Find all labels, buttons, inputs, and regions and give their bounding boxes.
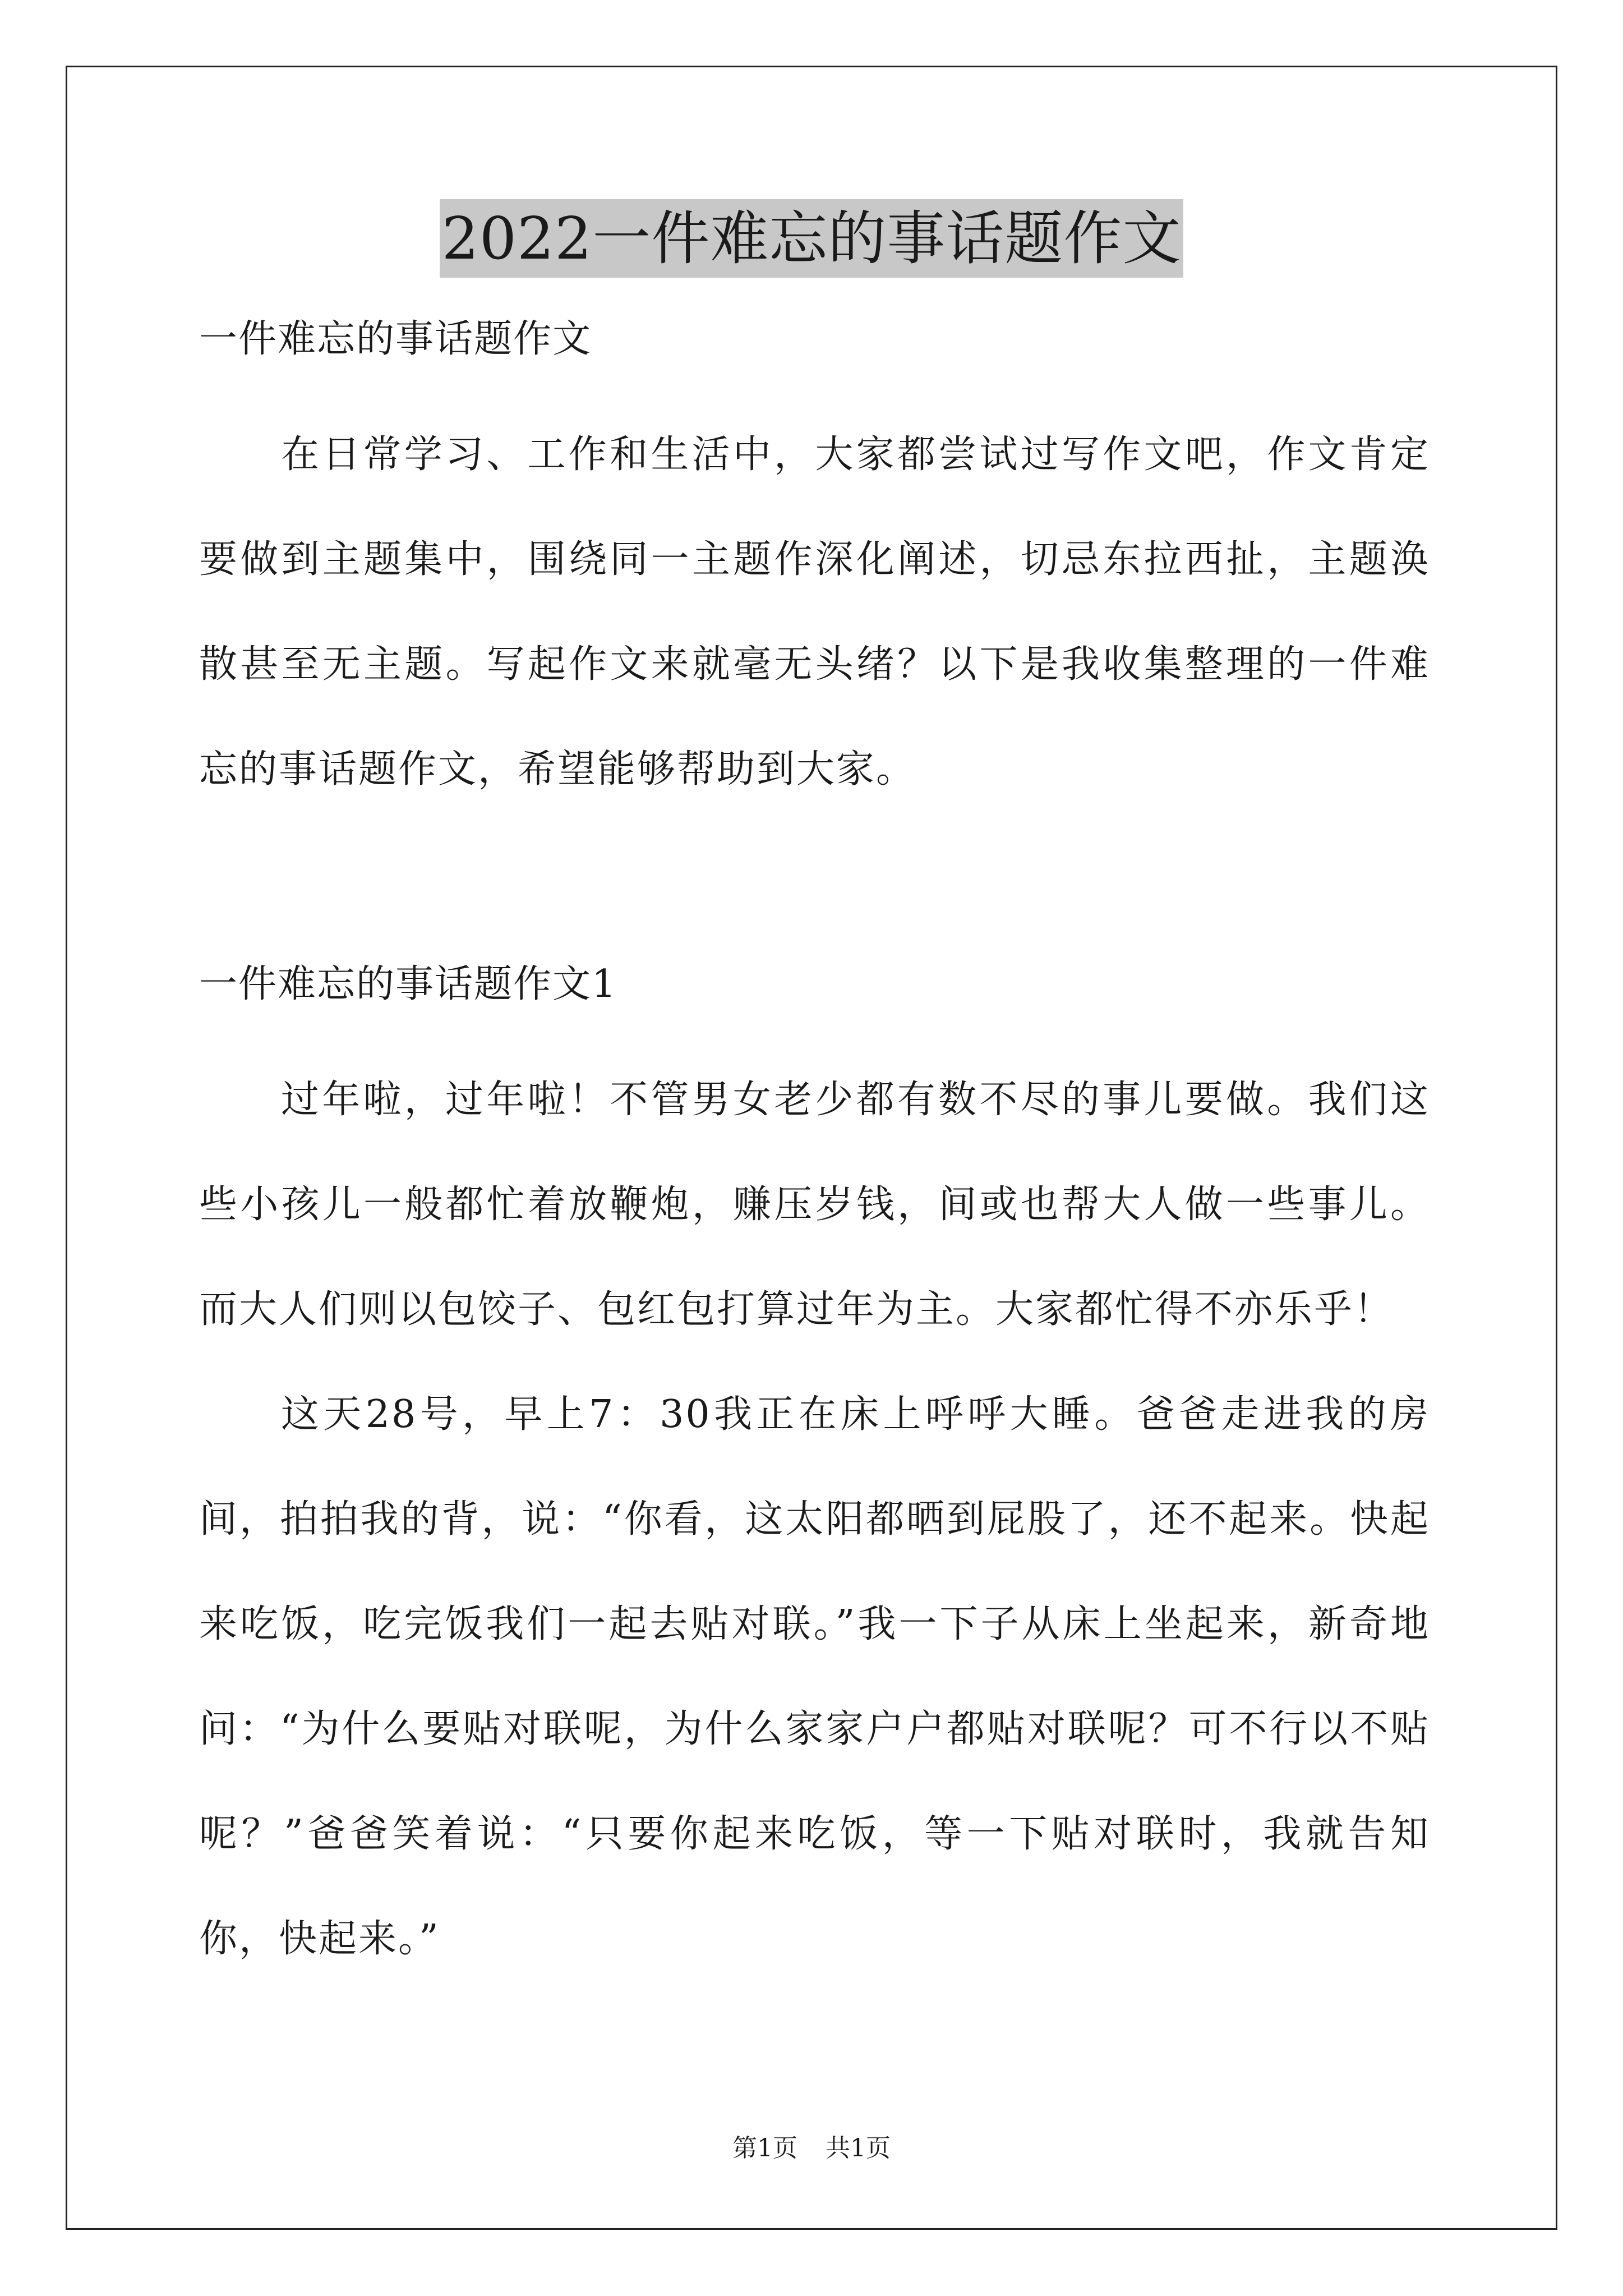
intro-paragraph: 在日常学习、工作和生活中，大家都尝试过写作文吧，作文肯定要做到主题集中，围绕同一主题作深化阐述，切忌东拉西扯，主题涣散甚至无主题。写起作文来就毫无头绪？以下是我收集整理的一件难忘的事话题作文，希望能够帮助到大家。 — [199, 432, 1430, 792]
page-number: 第1页 — [732, 2134, 797, 2162]
spacer — [199, 367, 1430, 402]
document-body — [199, 311, 1430, 1991]
body-paragraph: 过年啦，过年啦！不管男女老少都有数不尽的事儿要做。我们这些小孩儿一般都忙着放鞭炮，赚压岁钱，间或也帮大人做一些事儿。而大人们则以包饺子、包红包打算过年为主。大家都忙得不亦乐乎！ — [199, 1078, 1430, 1332]
page-total: 共1页 — [826, 2134, 891, 2162]
section-heading: 一件难忘的事话题作文1 — [199, 962, 617, 1006]
spacer — [199, 822, 1430, 956]
spacer — [199, 1013, 1430, 1047]
body-paragraph: 这天28号，早上7：30我正在床上呼呼大睡。爸爸走进我的房间，拍拍我的背，说：“你看，这太阳都晒到屁股了，还不起来。快起来吃饭，吃完饭我们一起去贴对联。”我一下子从床上坐起来，新奇地问：“为什么要贴对联呢，为什么家家户户都贴对联呢？可不行以不贴呢？”爸爸笑着说：“只要你起来吃饭，等一下贴对联时，我就告知你，快起来。” — [199, 1392, 1430, 1961]
intro-heading: 一件难忘的事话题作文 — [199, 317, 592, 361]
page-footer — [0, 2132, 1623, 2165]
title-wrap — [0, 199, 1623, 278]
page-title: 2022一件难忘的事话题作文 — [440, 199, 1184, 278]
